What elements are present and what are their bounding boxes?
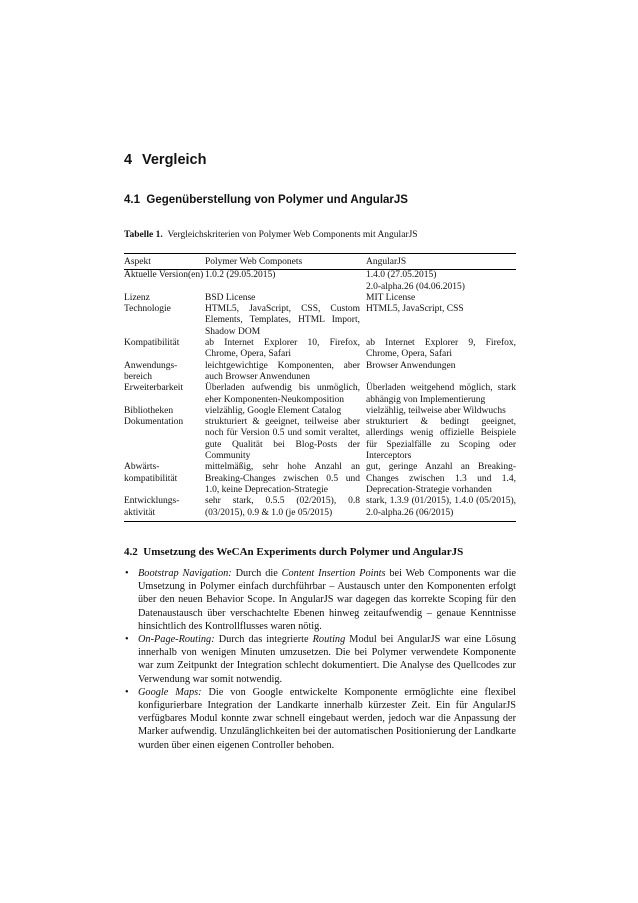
table-caption <box>124 230 418 240</box>
cell-polymer: strukturiert & geeignet, teilweise aber noch für Version 0.5 und somit veraltet, gute Qualität bei Blog-Posts der Community <box>205 417 360 462</box>
table-row <box>124 417 516 462</box>
cell-angularjs: strukturiert & bedingt geeignet, allerdings wenig offizielle Beispiele für Spezialfälle zu Scoping oder Interceptors <box>366 417 516 462</box>
bullet-emphasis: Content Insertion Points <box>281 568 386 579</box>
bullet-lead: Bootstrap Navigation: <box>138 568 232 579</box>
cell-aspekt: Technologie <box>124 304 171 315</box>
cell-aspekt: Bibliotheken <box>124 405 174 416</box>
cell-polymer: BSD License <box>205 292 256 303</box>
cell-aspekt: Aktuelle Version(en) <box>124 270 204 281</box>
cell-polymer: sehr stark, 0.5.5 (02/2015), 0.8 (03/2015), 0.9 & 1.0 (je 05/2015) <box>205 496 366 521</box>
table-caption-text: Vergleichskriterien von Polymer Web Components mit AngularJS <box>167 230 418 240</box>
cell-aspekt: Lizenz <box>124 292 150 303</box>
header-polymer: Polymer Web Componets <box>205 254 366 270</box>
cell-angularjs: ab Internet Explorer 9, Firefox, Chrome, Opera, Safari <box>366 338 516 360</box>
subsection2-title: Umsetzung des WeCAn Experiments durch Polymer und AngularJS <box>143 546 464 558</box>
bullet-icon: • <box>125 634 129 646</box>
bullet-icon: • <box>125 568 129 579</box>
cell-aspekt: Entwicklungs- aktivität <box>124 496 205 521</box>
table-row <box>124 462 516 496</box>
subsection-title: Gegenüberstellung von Polymer und AngularJS <box>146 194 408 206</box>
cell-aspekt: Dokumentation <box>124 417 184 428</box>
cell-aspekt: Erweiterbarkeit <box>124 383 184 394</box>
subsection-heading-4-2 <box>124 546 463 558</box>
bullet-list <box>124 567 516 752</box>
bullet-emphasis: Routing <box>312 634 346 646</box>
cell-angularjs: Browser Anwendungen <box>366 360 456 371</box>
cell-angularjs: MIT License <box>366 292 416 303</box>
bullet-icon: • <box>125 686 129 698</box>
cell-polymer: leichtgewichtige Komponenten, aber auch Browser Anwendunen <box>205 360 360 382</box>
cell-polymer: vielzählig, Google Element Catalog <box>205 405 342 416</box>
table-row <box>124 406 516 417</box>
list-item: • On-Page-Routing: Durch das integrierte Routing Modul bei AngularJS war eine Lösung innerhalb von wenigen Minuten umzusetzen. Die bei Polymer verwendete Komponente war zum Zeitpunkt der Integration schlecht dokumentiert. Die Analyse des Quellcodes zur Verwendung war somit notwendig. <box>125 634 516 685</box>
table-body <box>124 270 516 522</box>
cell-angularjs: vielzählig, teilweise aber Wildwuchs <box>366 405 506 416</box>
cell-polymer: mittelmäßig, sehr hohe Anzahl an Breaking-Changes zwischen 0.5 und 1.0, keine Deprecation-Strategie <box>205 462 360 495</box>
table-row <box>124 293 516 304</box>
list-item: • Bootstrap Navigation: Durch die Content Insertion Points bei Web Components war die Umsetzung in Polymer einfach durchführbar – Austausch unter den Komponenten erfolgt über den neuen Behavior Scope. In AngularJS war dagegen das korrekte Scoping für den Datenaustausch über verschachtelte Ebenen hinweg zeitaufwendig – genaue Kenntnisse hinsichtlich des Kontrollflusses waren nötig. <box>125 568 517 632</box>
cell-aspekt: Anwendungs- bereich <box>124 360 178 382</box>
cell-polymer: 1.0.2 (29.05.2015) <box>205 270 276 281</box>
cell-angularjs: Überladen weitgehend möglich, stark abhängig von Implementierung <box>366 383 516 405</box>
list-item: • Google Maps: Die von Google entwickelte Komponente ermöglichte eine flexibel konfigurierbare Integration der Landkarte innerhalb kürzester Zeit. Ein für AngularJS verfügbares Modul konnte zwar schnell eingebaut werden, jedoch war die Anpassung der Marker aufwendig. Unzulänglichkeiten bei der automatischen Positionierung der Landkarte wurden über einen eigenen Controller behoben. <box>125 686 517 751</box>
table-row <box>124 304 516 338</box>
table-header-row <box>124 254 516 270</box>
table-row <box>124 361 516 384</box>
bullet-lead: On-Page-Routing: <box>138 634 215 646</box>
cell-angularjs: gut, geringe Anzahl an Breaking-Changes zwischen 1.3 und 1.4, Deprecation-Strategie vorhanden <box>366 462 516 495</box>
table-row <box>124 383 516 406</box>
header-angularjs: AngularJS <box>366 254 516 270</box>
cell-aspekt: Abwärts- kompatibilität <box>124 462 178 484</box>
subsection2-number: 4.2 <box>124 546 138 558</box>
header-aspekt: Aspekt <box>124 254 205 270</box>
subsection-number: 4.1 <box>124 194 140 206</box>
comparison-table <box>124 253 516 522</box>
cell-angularjs: stark, 1.3.9 (01/2015), 1.4.0 (05/2015), 2.0-alpha.26 (06/2015) <box>366 496 516 521</box>
table-row <box>124 496 516 521</box>
cell-polymer: ab Internet Explorer 10, Firefox, Chrome, Opera, Safari <box>205 338 360 360</box>
table-caption-label: Tabelle 1. <box>124 230 163 240</box>
bullet-lead: Google Maps: <box>138 686 202 698</box>
cell-angularjs: HTML5, JavaScript, CSS <box>366 304 464 315</box>
cell-aspekt: Kompatibilität <box>124 338 180 349</box>
cell-angularjs: 1.4.0 (27.05.2015) 2.0-alpha.26 (04.06.2015) <box>366 270 465 292</box>
table-row <box>124 270 516 293</box>
section-number: 4 <box>124 152 133 168</box>
table-row <box>124 338 516 361</box>
cell-polymer: Überladen aufwendig bis unmöglich, eher Komponenten-Neukomposition <box>205 383 360 405</box>
cell-polymer: HTML5, JavaScript, CSS, Custom Elements, Templates, HTML Import, Shadow DOM <box>205 304 360 337</box>
section-title: Vergleich <box>142 152 207 168</box>
section-heading <box>124 152 206 168</box>
subsection-heading-4-1 <box>124 194 408 206</box>
